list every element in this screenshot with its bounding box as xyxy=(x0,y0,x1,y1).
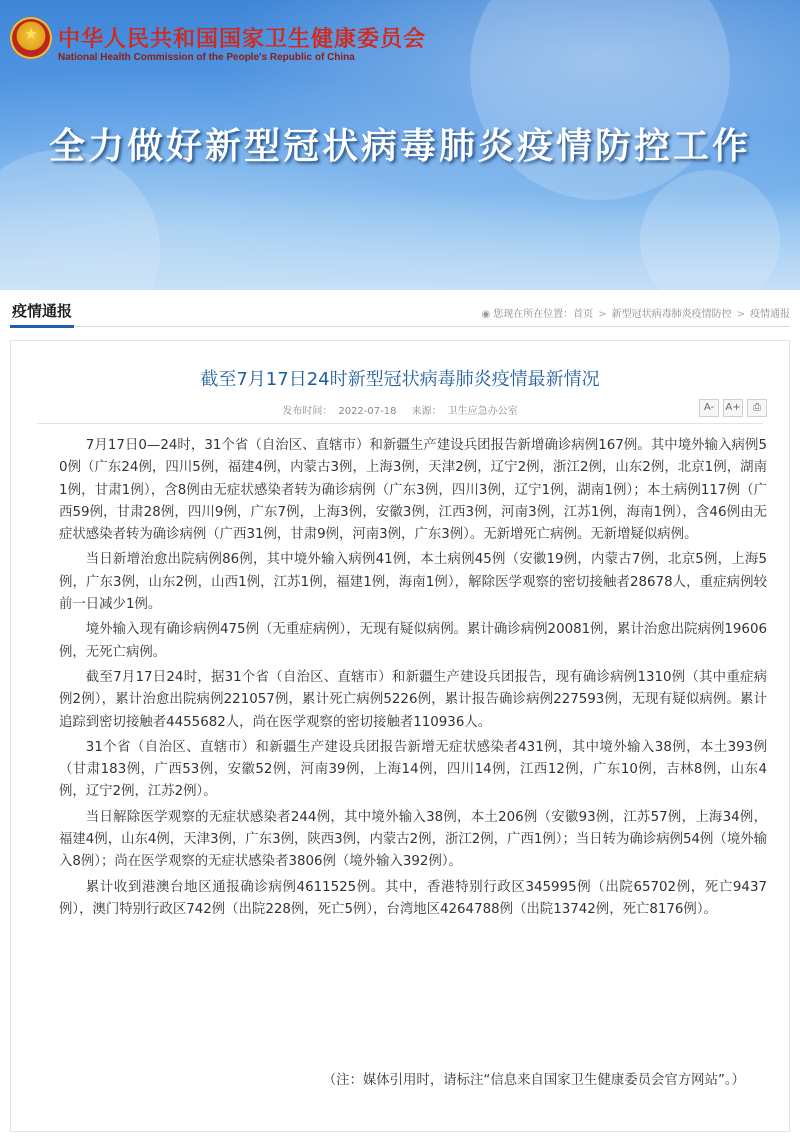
breadcrumb-current[interactable]: 疫情通报 xyxy=(750,309,790,320)
breadcrumb-home-link[interactable]: 首页 xyxy=(573,309,594,320)
breadcrumb-category-link[interactable]: 新型冠状病毒肺炎疫情防控 xyxy=(611,309,732,320)
article-body xyxy=(59,435,767,924)
paragraph: 31个省（自治区、直辖市）和新疆生产建设兵团报告新增无症状感染者431例，其中境外输入38例，本土393例（甘肃183例，广西53例，安徽52例，河南39例，上海14例，四川14例，江西12例，广东10例，吉林8例，山东4例，辽宁2例，江苏2例）。 xyxy=(59,739,767,800)
paragraph: 当日解除医学观察的无症状感染者244例，其中境外输入38例，本土206例（安徽93例，江苏57例，上海34例，福建4例，山东4例，天津3例，广东3例，陕西3例，内蒙古2例，浙江2例，广西1例）；当日转为确诊病例54例（境外输入8例）；尚在医学观察的无症状感染者3806例（境外输入392例）。 xyxy=(59,809,767,870)
paragraph: 境外输入现有确诊病例475例（无重症病例），无现有疑似病例。累计确诊病例20081例，累计治愈出院病例19606例，无死亡病例。 xyxy=(59,622,767,660)
campaign-slogan: 全力做好新型冠状病毒肺炎疫情防控工作 xyxy=(48,126,751,167)
org-name-en: National Health Commission of the People's Republic of China xyxy=(58,52,355,63)
national-emblem-icon[interactable]: ★ xyxy=(10,17,52,59)
section-bar xyxy=(10,300,790,327)
location-icon: ◉ xyxy=(481,309,491,320)
breadcrumb-prefix: 您现在所在位置： xyxy=(493,309,574,320)
divider xyxy=(37,423,763,424)
source-value: 卫生应急办公室 xyxy=(447,406,518,417)
publish-label: 发布时间： xyxy=(282,406,333,417)
article-title: 截至7月17日24时新型冠状病毒肺炎疫情最新情况 xyxy=(200,369,600,390)
font-decrease-button[interactable]: A- xyxy=(699,399,719,417)
banner-haze xyxy=(0,190,800,290)
article-tools xyxy=(695,399,767,418)
banner-decoration xyxy=(470,0,730,200)
header-banner xyxy=(0,0,800,290)
article-panel xyxy=(10,340,790,1132)
publish-date: 2022-07-18 xyxy=(338,406,397,417)
article-meta xyxy=(11,402,789,417)
breadcrumb-separator: > xyxy=(736,309,745,320)
paragraph: 截至7月17日24时，据31个省（自治区、直辖市）和新疆生产建设兵团报告，现有确诊病例1310例（其中重症病例2例），累计治愈出院病例221057例，累计死亡病例5226例，累计报告确诊病例227593例，无现有疑似病例。累计追踪到密切接触者4455682人，尚在医学观察的密切接触者110936人。 xyxy=(59,669,767,730)
org-name-cn[interactable]: 中华人民共和国国家卫生健康委员会 xyxy=(58,27,427,52)
breadcrumb xyxy=(481,305,790,320)
media-citation-note: （注：媒体引用时，请标注“信息来自国家卫生健康委员会官方网站”。） xyxy=(322,1073,745,1088)
breadcrumb-separator: > xyxy=(598,309,607,320)
font-increase-button[interactable]: A+ xyxy=(723,399,743,417)
source-label: 来源： xyxy=(411,406,442,417)
paragraph: 当日新增治愈出院病例86例，其中境外输入病例41例，本土病例45例（安徽19例，内蒙古7例，北京5例，上海5例，广东3例，山东2例，山西1例，江苏1例，福建1例，海南1例），解除医学观察的密切接触者28678人，重症病例较前一日减少1例。 xyxy=(59,552,767,613)
section-title: 疫情通报 xyxy=(10,300,74,328)
paragraph: 7月17日0—24时，31个省（自治区、直辖市）和新疆生产建设兵团报告新增确诊病例167例。其中境外输入病例50例（广东24例，四川5例，福建4例，内蒙古3例，上海3例，天津2例，辽宁2例，浙江2例，山东2例，北京1例，湖南1例，甘肃1例），含8例由无症状感染者转为确诊病例（广东3例，四川3例，辽宁1例，湖南1例）；本土病例117例（广西59例，甘肃28例，四川9例，广东7例，上海3例，安徽3例，江西3例，河南3例，江苏1例，海南1例），含46例由无症状感染者转为确诊病例（广西31例，甘肃9例，河南3例，广东3例）。无新增死亡病例。无新增疑似病例。 xyxy=(59,438,767,543)
paragraph: 累计收到港澳台地区通报确诊病例4611525例。其中，香港特别行政区345995例（出院65702例，死亡9437例），澳门特别行政区742例（出院228例，死亡5例），台湾地区4264788例（出院13742例，死亡8176例）。 xyxy=(59,879,767,917)
print-icon[interactable]: ⎙ xyxy=(747,399,767,417)
